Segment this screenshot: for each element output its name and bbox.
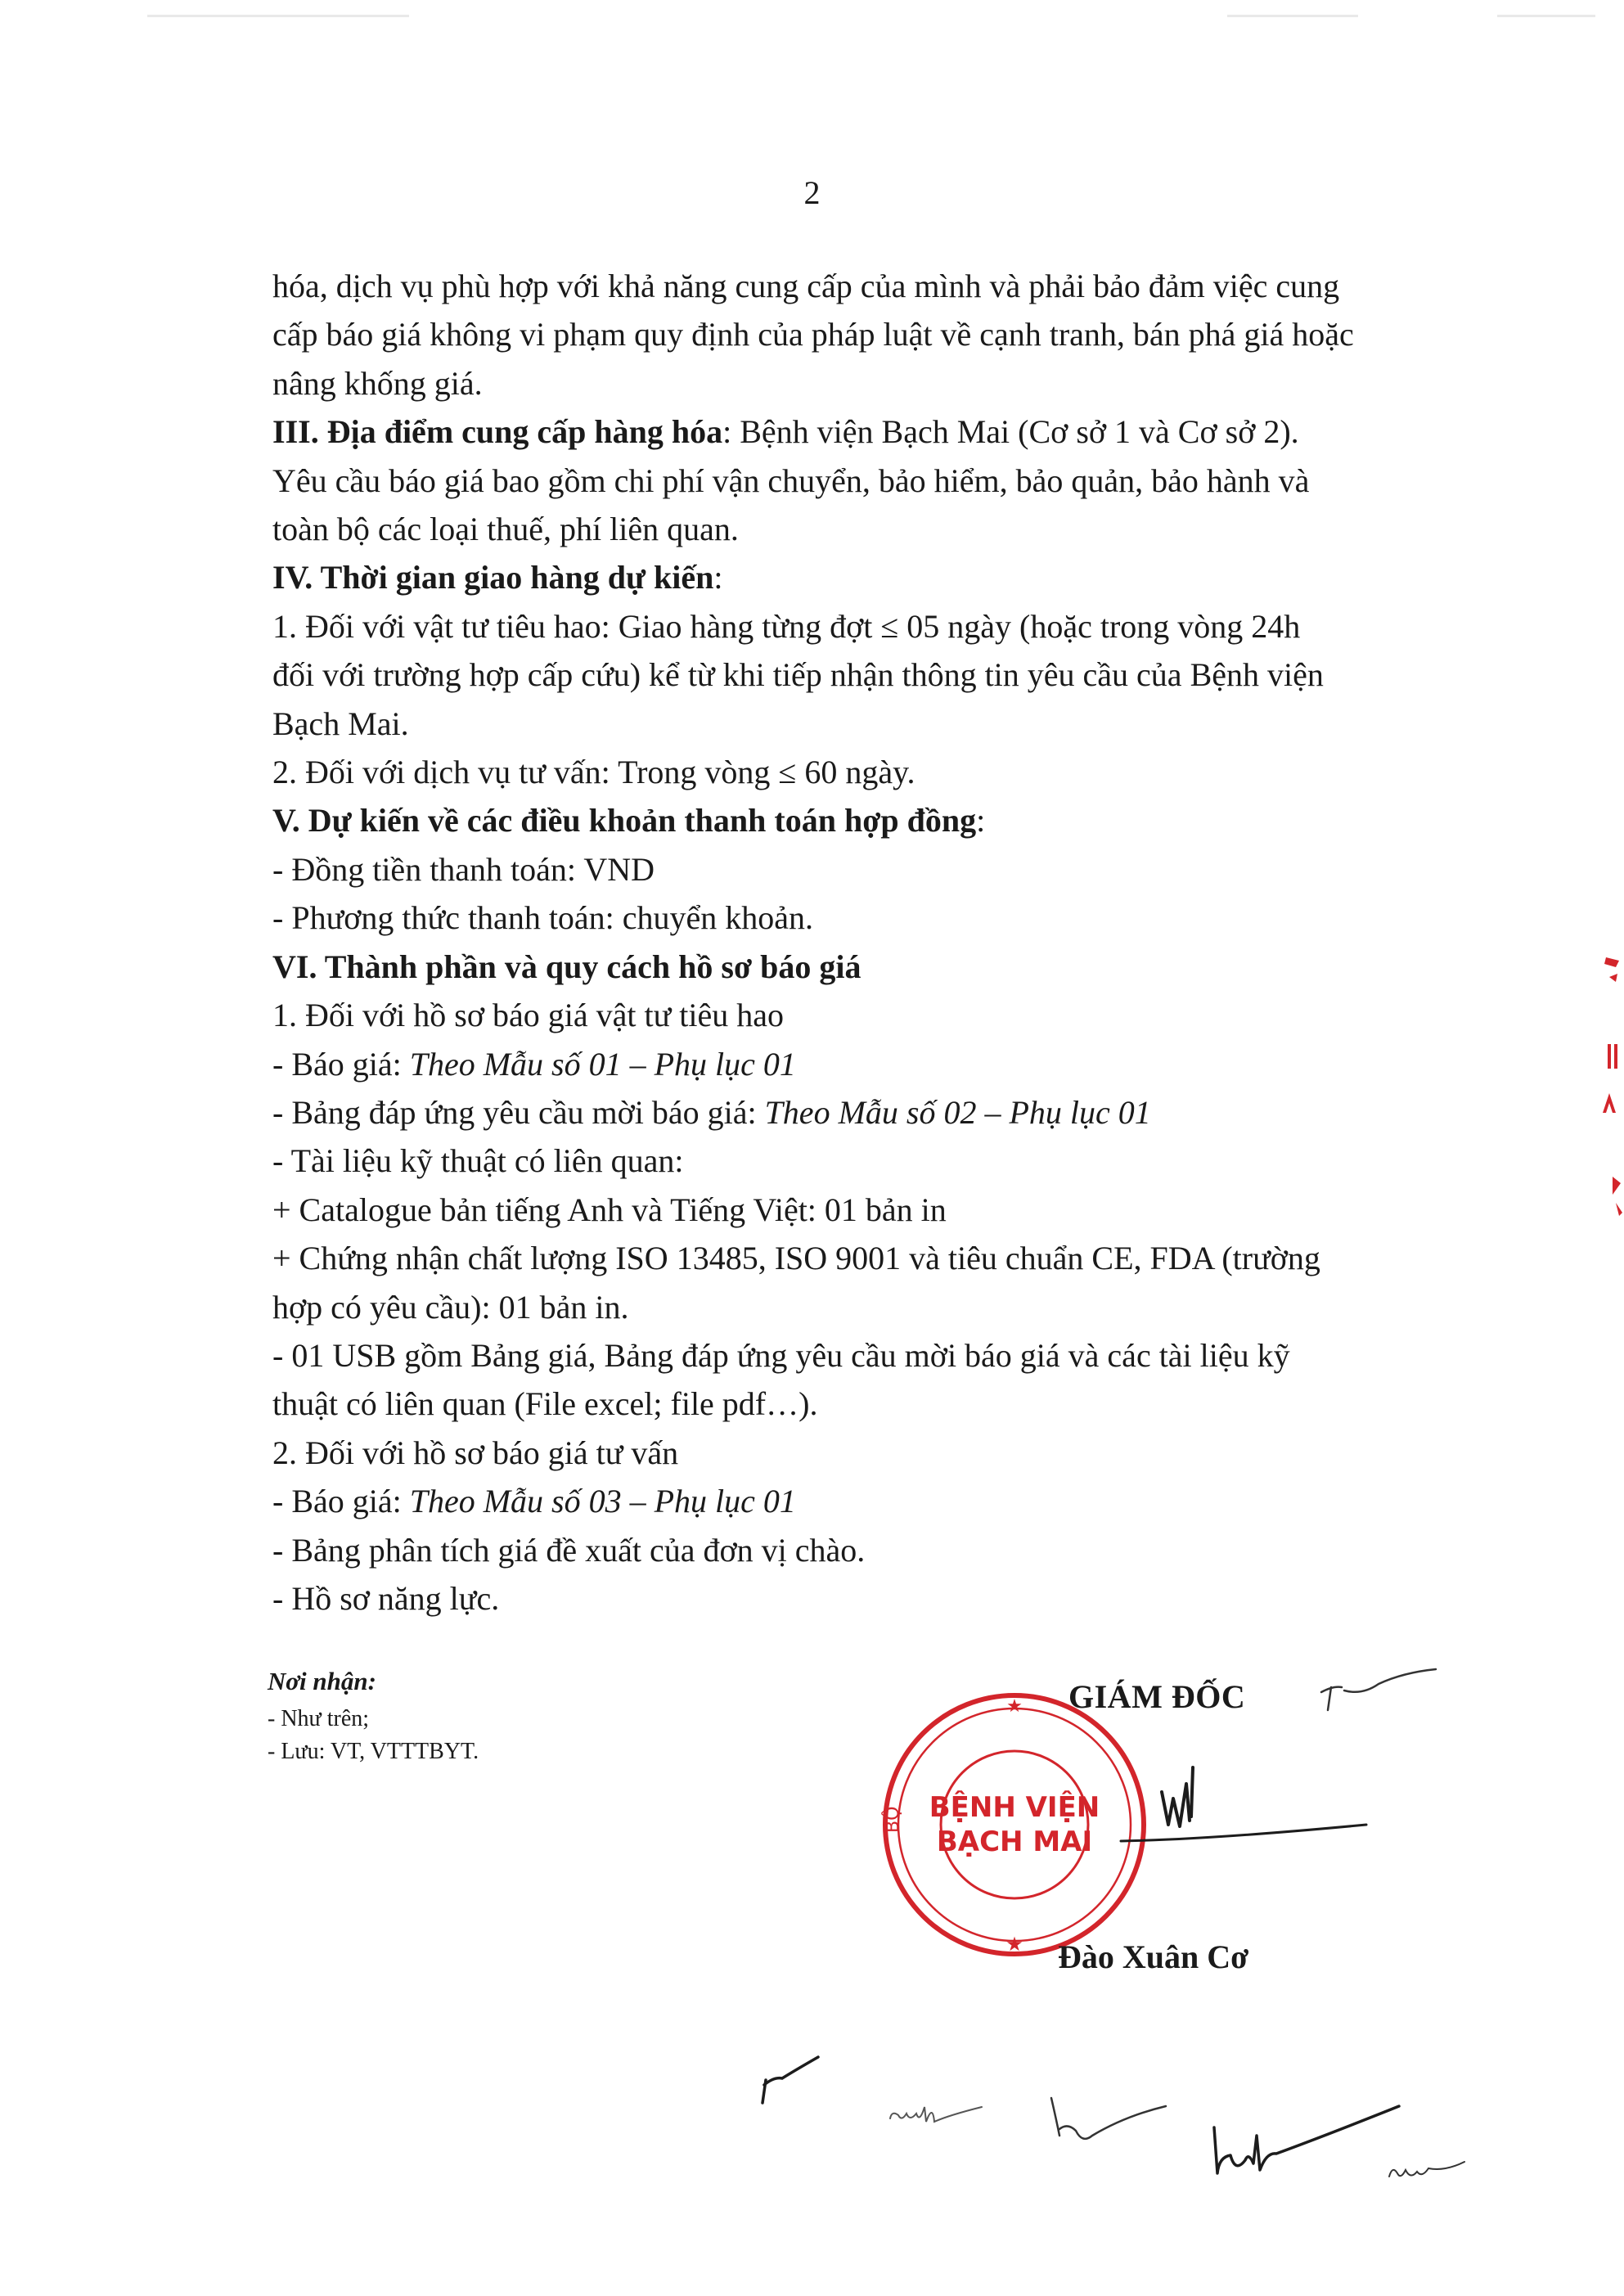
signer-name: Đào Xuân Cơ — [1058, 1938, 1249, 1975]
body-line: nâng khống giá. — [272, 364, 483, 402]
signature-block — [884, 1661, 1456, 2005]
body-line: thuật có liên quan (File excel; file pdf…). — [272, 1385, 818, 1423]
body-line — [272, 1477, 1451, 1525]
body-line: - Phương thức thanh toán: chuyển khoản. — [272, 899, 814, 937]
body-line: + Chứng nhận chất lượng ISO 13485, ISO 9001 và tiêu chuẩn CE, FDA (trường — [272, 1240, 1320, 1277]
section-6-heading: VI. Thành phần và quy cách hồ sơ báo giá — [272, 948, 861, 985]
recipients-block — [268, 1665, 479, 1768]
body-line: 2. Đối với dịch vụ tư vấn: Trong vòng ≤ 60 ngày. — [272, 754, 915, 791]
form-reference: Theo Mẫu số 02 – Phụ lục 01 — [764, 1093, 1151, 1131]
stamp-text: BẠCH MAI — [936, 1826, 1093, 1858]
body-line: hợp có yêu cầu): 01 bản in. — [272, 1288, 629, 1326]
svg-text:★: ★ — [1005, 1933, 1023, 1956]
section-4-heading-line — [272, 553, 1451, 601]
body-line: - Đồng tiền thanh toán: VND — [272, 850, 655, 888]
body-line: - Hồ sơ năng lực. — [272, 1579, 500, 1617]
body-line: 1. Đối với vật tư tiêu hao: Giao hàng từng đợt ≤ 05 ngày (hoặc trong vòng 24h — [272, 607, 1301, 645]
body-line: toàn bộ các loại thuế, phí liên quan. — [272, 511, 739, 548]
initial-mark — [1035, 2087, 1182, 2160]
body-line — [272, 1088, 1451, 1137]
section-5-heading-line — [272, 796, 1451, 844]
body-line: 1. Đối với hồ sơ báo giá vật tư tiêu hao — [272, 997, 784, 1034]
scan-artifact — [1497, 15, 1595, 17]
body-line: Yêu cầu báo giá bao gồm chi phí vận chuyển, bảo hiểm, bảo quản, bảo hành và — [272, 461, 1310, 499]
recipient-item: - Như trên; — [268, 1706, 370, 1731]
scan-artifact — [1227, 15, 1358, 17]
colon: : — [976, 802, 986, 840]
section-5-heading: V. Dự kiến về các điều khoản thanh toán hợp đồng — [272, 802, 977, 840]
form-reference: Theo Mẫu số 03 – Phụ lục 01 — [409, 1483, 796, 1520]
recipients-heading: Nơi nhận: — [268, 1667, 376, 1695]
body-line: - Tài liệu kỹ thuật có liên quan: — [272, 1142, 684, 1180]
body-line: - 01 USB gồm Bảng giá, Bảng đáp ứng yêu cầu mời báo giá và các tài liệu kỹ — [272, 1336, 1290, 1374]
form-reference: Theo Mẫu số 01 – Phụ lục 01 — [409, 1045, 796, 1083]
section-4-heading: IV. Thời gian giao hàng dự kiến — [272, 559, 714, 597]
colon: : — [713, 559, 723, 597]
body-line: - Bảng phân tích giá đề xuất của đơn vị chào. — [272, 1531, 866, 1569]
initial-mark — [1383, 2144, 1473, 2193]
label: - Báo giá: — [272, 1483, 410, 1520]
label: - Báo giá: — [272, 1045, 410, 1083]
initial-mark — [884, 2082, 1006, 2140]
label: - Bảng đáp ứng yêu cầu mời báo giá: — [272, 1093, 765, 1131]
body-line: 2. Đối với hồ sơ báo giá tư vấn — [272, 1434, 679, 1471]
title-initial-mark — [1313, 1661, 1444, 1718]
margin-stamp-marks — [1591, 949, 1624, 1227]
body-line: hóa, dịch vụ phù hợp với khả năng cung cấp của mình và phải bảo đảm việc cung — [272, 268, 1340, 304]
svg-text:★: ★ — [1006, 1696, 1023, 1717]
document-body — [272, 262, 1451, 1623]
body-line — [272, 1040, 1451, 1088]
recipient-item: - Lưu: VT, VTTTBYT. — [268, 1739, 479, 1764]
body-line: + Catalogue bản tiếng Anh và Tiếng Việt: 01 bản in — [272, 1191, 947, 1228]
page-number: 2 — [803, 174, 821, 211]
signer-title: GIÁM ĐỐC — [1068, 1678, 1246, 1715]
section-3-text: Bệnh viện Bạch Mai (Cơ sở 1 và Cơ sở 2). — [740, 413, 1299, 451]
body-line: đối với trường hợp cấp cứu) kể từ khi tiếp nhận thông tin yêu cầu của Bệnh viện — [272, 656, 1324, 694]
body-line: Bạch Mai. — [272, 705, 409, 742]
section-3-line — [272, 407, 1451, 456]
initial-mark — [753, 2046, 834, 2111]
body-line: cấp báo giá không vi phạm quy định của pháp luật về cạnh tranh, bán phá giá hoặc — [272, 316, 1354, 353]
stamp-text: BỆNH VIỆN — [929, 1791, 1100, 1824]
section-3-heading: III. Địa điểm cung cấp hàng hóa — [272, 413, 723, 451]
scan-artifact — [147, 15, 409, 17]
svg-text:BỘ: BỘ — [883, 1806, 903, 1833]
director-signature — [1088, 1735, 1383, 1857]
separator: : — [722, 413, 740, 451]
